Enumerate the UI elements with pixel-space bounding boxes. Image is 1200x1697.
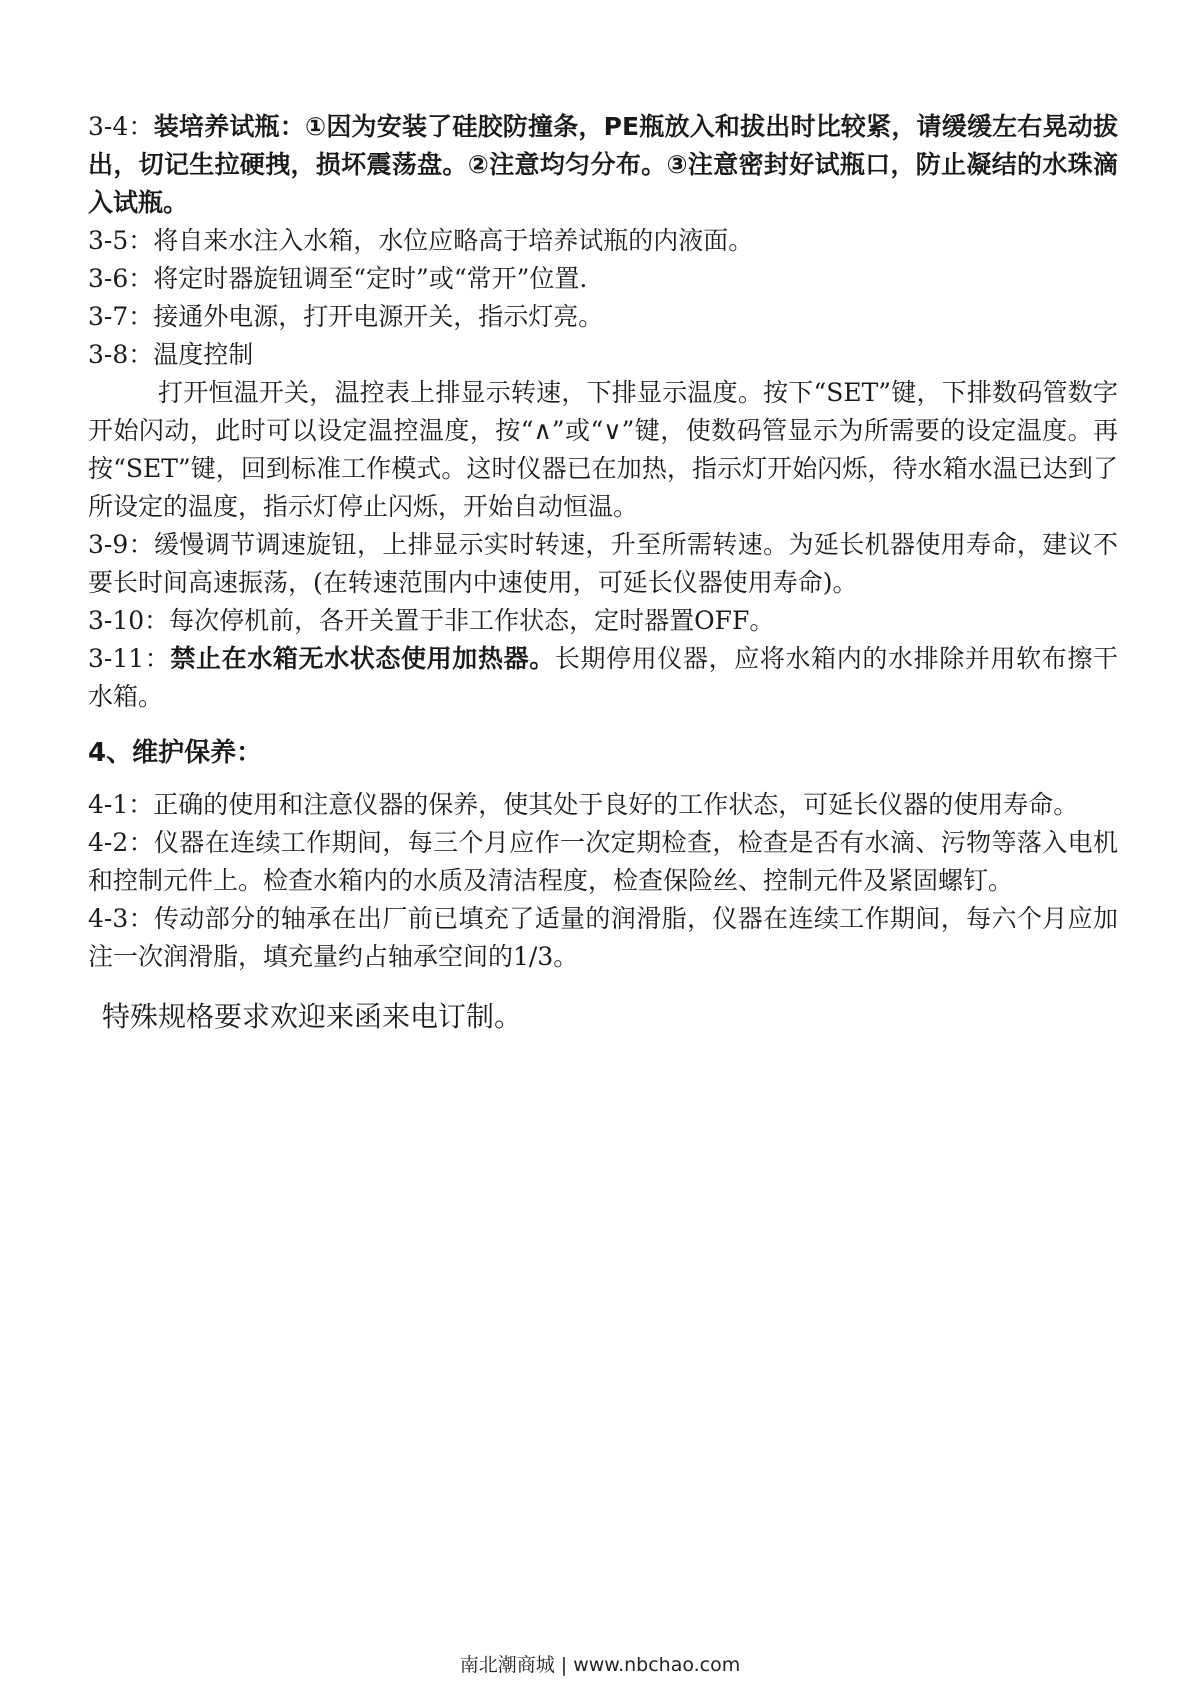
item-number: 4-2： [88,828,155,857]
item-text: 传动部分的轴承在出厂前已填充了适量的润滑脂，仪器在连续工作期间，每六个月应加注一次润滑脂，填充量约占轴承空间的1/3。 [88,904,1118,971]
document-body [88,108,1118,1036]
item-4-3 [88,900,1118,976]
item-number: 3-7： [88,302,154,331]
item-4-2 [88,824,1118,900]
section-heading-maintenance: 4、维护保养： [88,738,263,768]
item-number: 3-6： [88,264,154,293]
item-3-7 [88,298,1118,336]
temperature-control-paragraph: 打开恒温开关，温控表上排显示转速，下排显示温度。按下“SET”键，下排数码管数字开始闪动，此时可以设定温控温度，按“∧”或“∨”键，使数码管显示为所需要的设定温度。再按“SET”键，回到标准工作模式。这时仪器已在加热，指示灯开始闪烁，待水箱水温已达到了所设定的温度，指示灯停止闪烁，开始自动恒温。 [88,378,1118,521]
item-3-11 [88,640,1118,716]
item-number: 3-9： [88,530,155,559]
item-text: 长期停用仪器，应将水箱内的水排除并用软布擦干水箱。 [88,644,1118,711]
footer-site-link[interactable]: 南北潮商城 | www.nbchao.com [459,1654,741,1676]
item-text: 将定时器旋钮调至“定时”或“常开”位置. [153,264,588,293]
item-bold-text: 装培养试瓶：①因为安装了硅胶防撞条，PE瓶放入和拔出时比较紧，请缓缓左右晃动拔出，切记生拉硬拽，损坏震荡盘。②注意均匀分布。③注意密封好试瓶口，防止凝结的水珠滴入试瓶。 [88,112,1118,217]
item-3-9 [88,526,1118,602]
item-3-6 [88,260,1118,298]
item-number: 4-3： [88,904,155,933]
item-3-5 [88,222,1118,260]
item-text: 每次停机前，各开关置于非工作状态，定时器置OFF。 [169,606,775,635]
item-text: 将自来水注入水箱，水位应略高于培养试瓶的内液面。 [153,226,754,255]
item-3-4 [88,108,1118,222]
item-number: 4-1： [88,790,154,819]
item-3-10 [88,602,1118,640]
item-text: 正确的使用和注意仪器的保养，使其处于良好的工作状态，可延长仪器的使用寿命。 [153,790,1079,819]
item-4-1 [88,786,1118,824]
item-3-8 [88,336,1118,374]
item-number: 3-11： [88,644,171,673]
item-text: 缓慢调节调速旋钮，上排显示实时转速，升至所需转速。为延长机器使用寿命，建议不要长时间高速振荡，(在转速范围内中速使用，可延长仪器使用寿命)。 [88,530,1118,597]
item-bold-text: 禁止在水箱无水状态使用加热器。 [170,644,555,673]
item-number: 3-5： [88,226,154,255]
item-text: 温度控制 [153,340,254,369]
item-text: 仪器在连续工作期间，每三个月应作一次定期检查，检查是否有水滴、污物等落入电机和控制元件上。检查水箱内的水质及清洁程度，检查保险丝、控制元件及紧固螺钉。 [88,828,1118,895]
item-number: 3-4： [88,112,154,141]
item-number: 3-10： [88,606,170,635]
closing-note: 特殊规格要求欢迎来函来电订制。 [102,1000,523,1033]
item-number: 3-8： [88,340,154,369]
item-text: 接通外电源，打开电源开关，指示灯亮。 [153,302,604,331]
